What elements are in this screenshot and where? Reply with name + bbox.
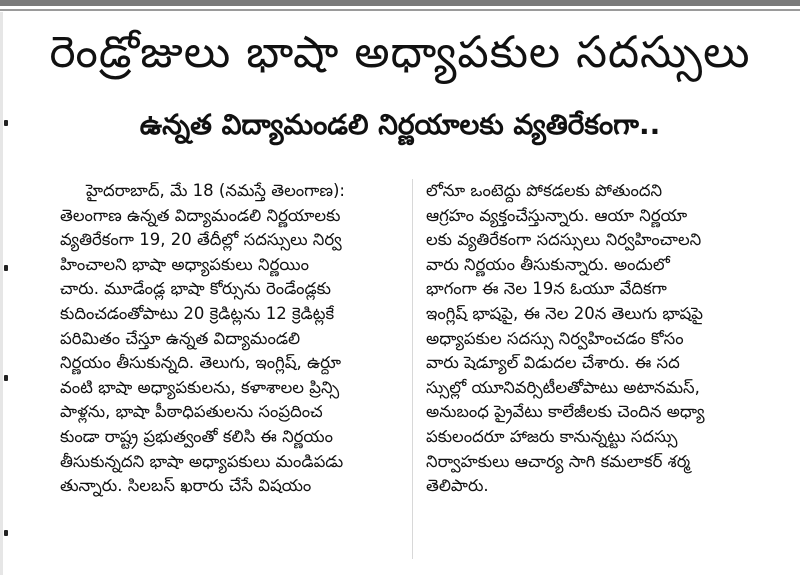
body-line: నిర్వాహకులు ఆచార్య సాగి కమలాకర్ శర్మ: [426, 451, 691, 471]
body-line: చారు. మూడేండ్ల భాషా కోర్సును రెండేండ్లకు: [60, 279, 331, 299]
body-line: పకులందరూ హాజరు కానున్నట్టు సదస్సు: [426, 426, 678, 446]
article-body-left-column: [60, 179, 398, 499]
body-line: తీసుకున్నదని భాషా అధ్యాపకులు మండిపడు: [60, 451, 344, 471]
left-edge-mark: [4, 375, 8, 381]
top-rule-thick: [0, 0, 800, 6]
body-line: ఆగ్రహం వ్యక్తంచేస్తున్నారు. ఆయా నిర్ణయా: [426, 205, 688, 225]
body-line: లకు వ్యతిరేకంగా సదస్సులు నిర్వహించాలని: [426, 230, 702, 250]
body-line: పాళ్లను, భాషా పీఠాధిపతులను సంప్రదించ: [60, 402, 323, 422]
body-line: కుదించడంతోపాటు 20 క్రెడిట్లను 12 క్రెడిట్లకే: [60, 303, 335, 323]
body-line: స్సుల్లో యూనివర్సిటీలతోపాటు అటానమస్,: [426, 377, 700, 397]
body-line: హించాలని భాషా అధ్యాపకులు నిర్ణయిం: [60, 254, 309, 274]
body-line: హైదరాబాద్, మే 18 (నమస్తే తెలంగాణ):: [86, 181, 345, 200]
body-line: తెలంగాణ ఉన్నత విద్యామండలి నిర్ణయాలకు: [60, 205, 341, 225]
body-line: భాగంగా ఈ నెల 19న ఓయూ వేదికగా: [426, 279, 667, 299]
body-line: అధ్యాపకుల సదస్సు నిర్వహించడం కోసం: [426, 328, 684, 348]
body-line: వారు షెడ్యూల్ విడుదల చేశారు. ఈ సద: [426, 353, 680, 373]
body-line: వ్యతిరేకంగా 19, 20 తేదీల్లో సదస్సులు నిర్వ: [60, 230, 342, 250]
column-divider: [412, 179, 413, 559]
body-line: తెలిపారు.: [426, 476, 489, 496]
body-line: నిర్ణయం తీసుకున్నది. తెలుగు, ఇంగ్లిష్, ఉర్దూ: [60, 353, 341, 373]
adjacent-article-edge: [0, 12, 3, 575]
body-line: వంటి భాషా అధ్యాపకులను, కళాశాలల ప్రిన్సి: [60, 377, 340, 397]
body-line: వారు నిర్ణయం తీసుకున్నారు. అందులో: [426, 254, 670, 274]
left-edge-mark: [4, 530, 8, 536]
body-line: ఇంగ్లిష్ భాషపై, ఈ నెల 20న తెలుగు భాషపై: [426, 303, 704, 323]
body-line: తున్నారు. సిలబస్ ఖరారు చేసే విషయం: [60, 476, 312, 496]
left-edge-mark: [4, 265, 8, 271]
body-line: లోనూ ఒంటెద్దు పోకడలకు పోతుందని: [426, 181, 663, 200]
top-rule-thin: [0, 9, 800, 11]
body-line: అనుబంధ ప్రైవేటు కాలేజీలకు చెందిన అధ్యా: [426, 402, 705, 422]
body-line: పరిమితం చేస్తూ ఉన్నత విద్యామండలి: [60, 328, 301, 348]
body-line: కుండా రాష్ట్ర ప్రభుత్వంతో కలిసి ఈ నిర్ణయం: [60, 426, 334, 446]
article-subheadline: ఉన్నత విద్యామండలి నిర్ణయాలకు వ్యతిరేకంగా..: [139, 108, 661, 141]
article-headline: రెండ్రోజులు భాషా అధ్యాపకుల సదస్సులు: [49, 27, 751, 78]
article-body-right-column: [426, 179, 770, 499]
